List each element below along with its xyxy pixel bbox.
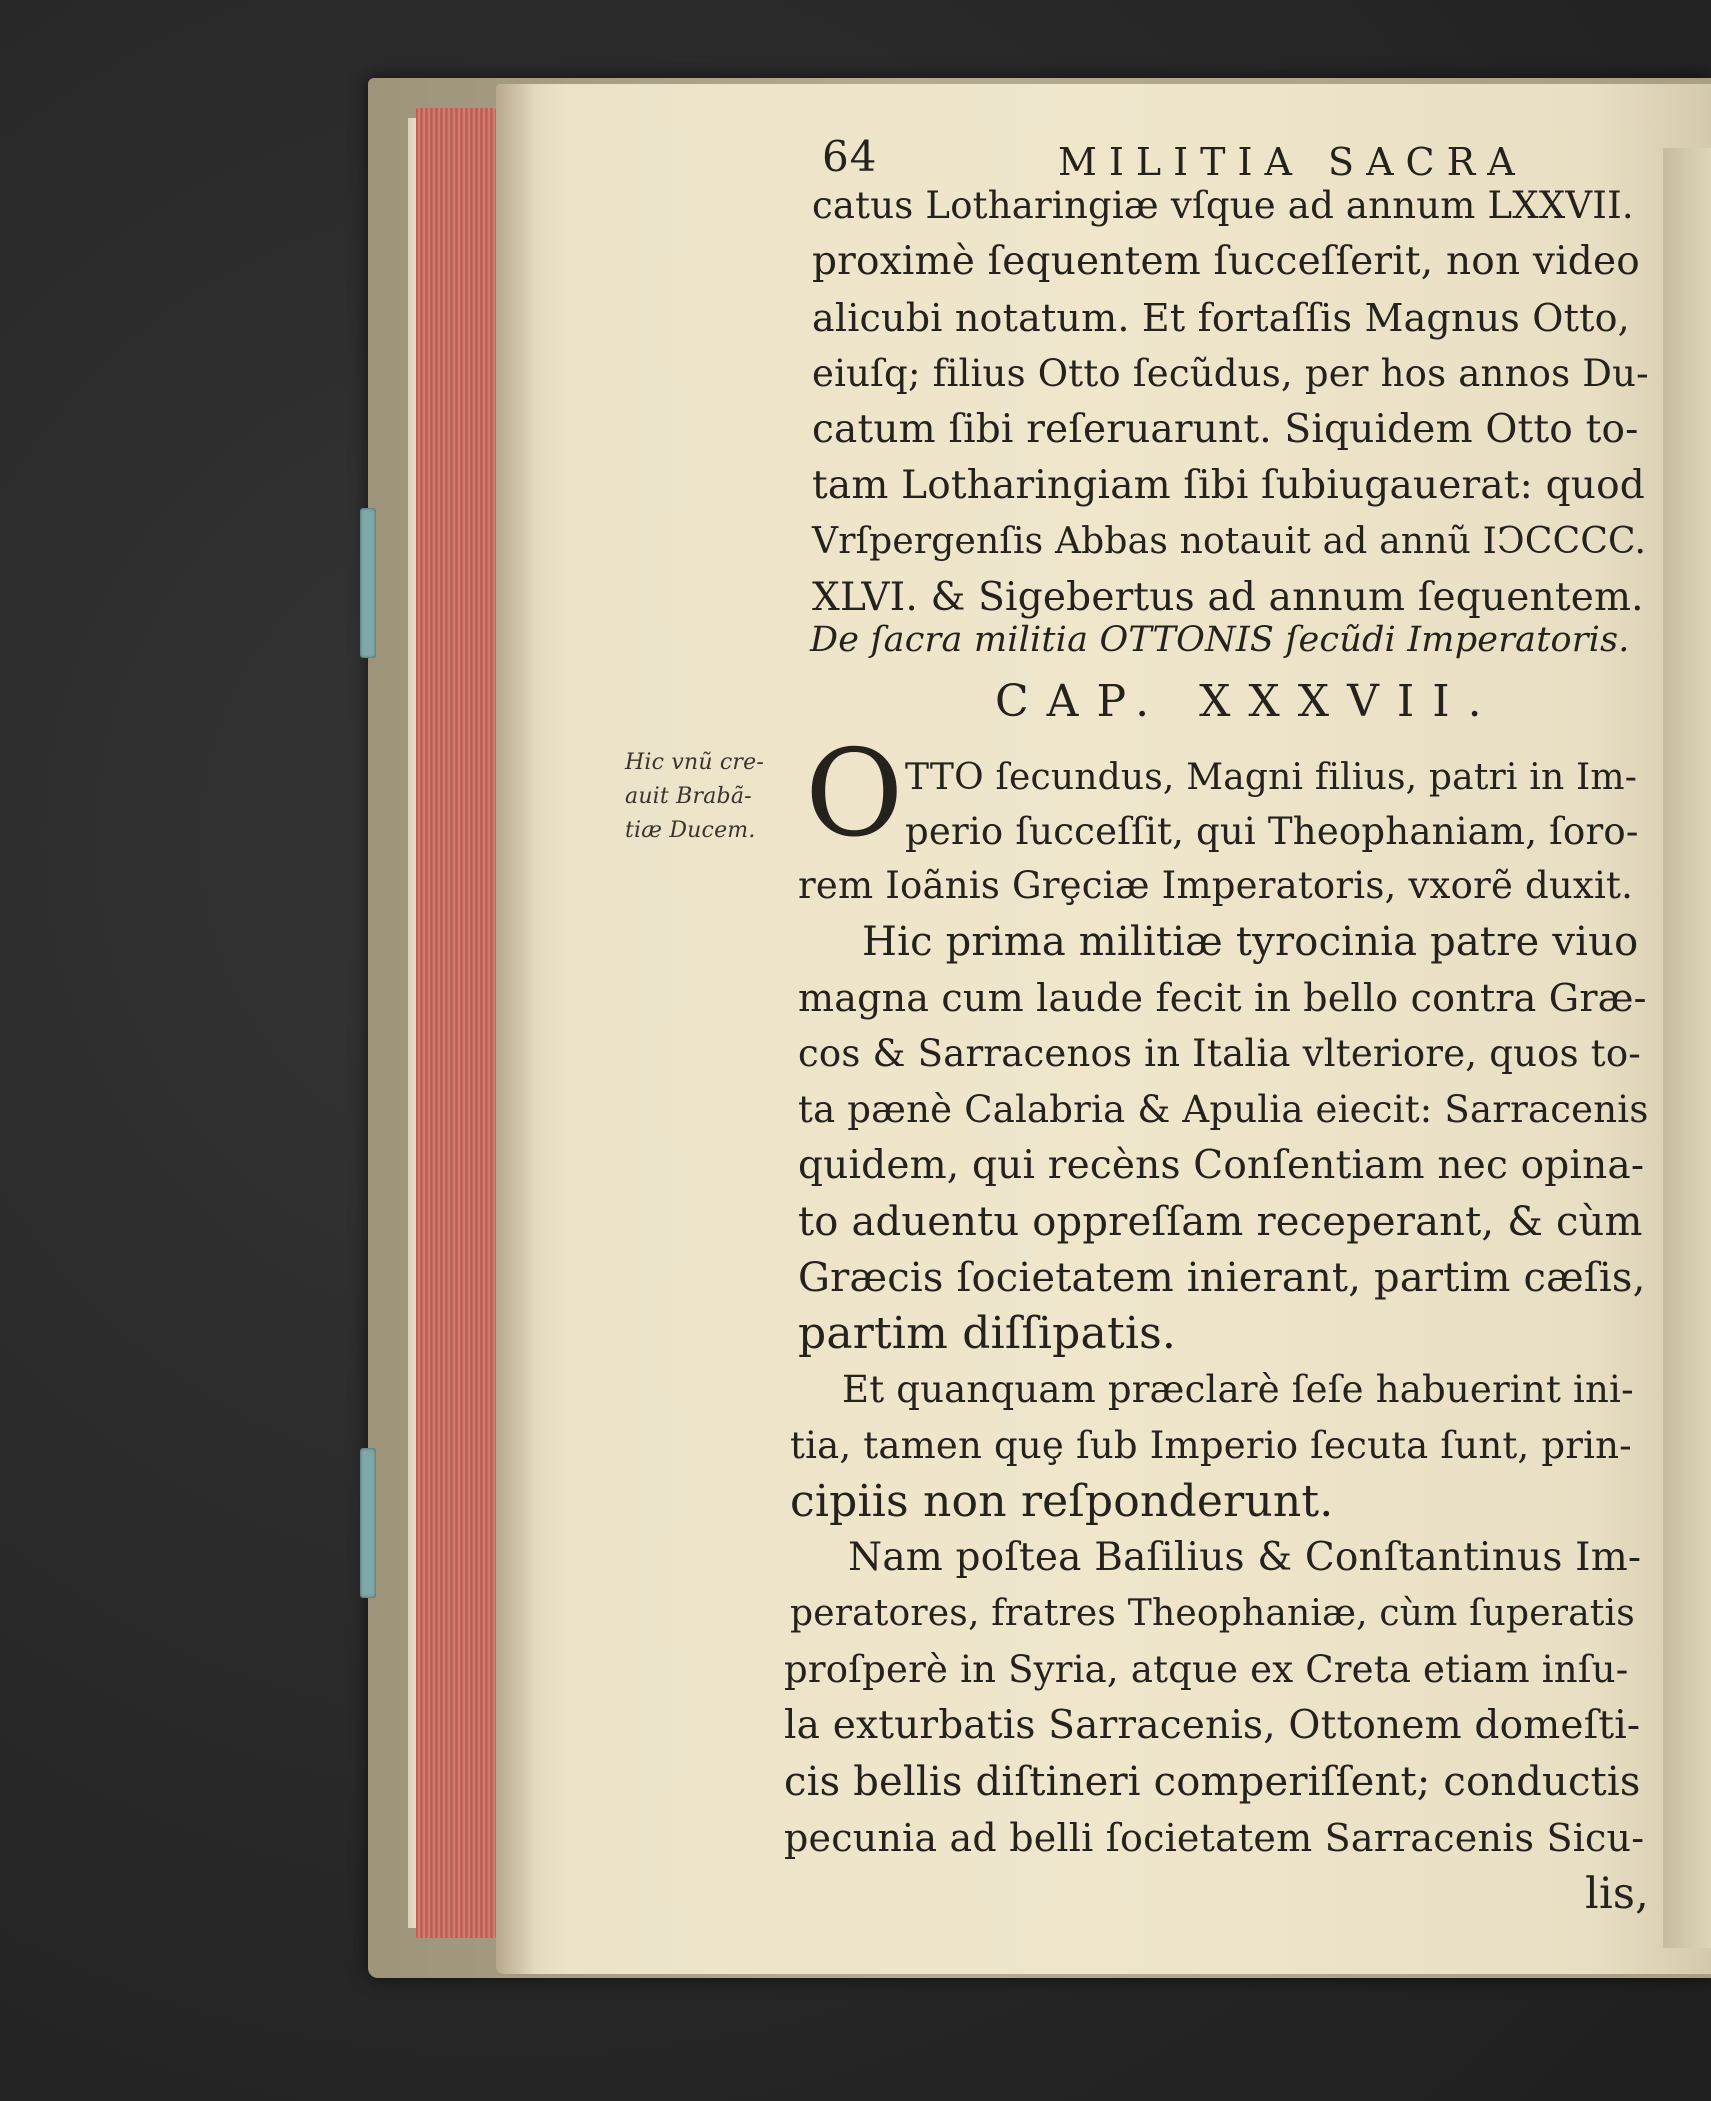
text-line: pecunia ad belli ſocietatem Sarracenis Sicu-: [784, 1816, 1645, 1860]
text-line: catum ſibi reſeruarunt. Siquidem Otto to-: [812, 407, 1639, 452]
text-line: to aduentu oppreſſam receperant, & cùm: [798, 1199, 1643, 1245]
text-line: rem Ioãnis Grȩciæ Imperatoris, vxorẽ duxit.: [798, 864, 1634, 907]
gutter-shadow: [496, 84, 536, 1974]
text-line: quidem, qui recèns Conſentiam nec opina-: [798, 1143, 1645, 1188]
text-line: partim diſſipatis.: [798, 1308, 1177, 1359]
text-line: tia, tamen quȩ ſub Imperio ſecuta ſunt, prin-: [790, 1424, 1632, 1467]
text-line: eiuſq; filius Otto ſecũdus, per hos annos Du-: [812, 352, 1649, 395]
text-line: proximè ſequentem ſucceſſerit, non video: [812, 239, 1640, 284]
text-line: TTO ſecundus, Magni filius, patri in Im-: [905, 757, 1638, 798]
chapter-number: CAP. XXXVII.: [995, 676, 1500, 727]
text-line: lis,: [1585, 1869, 1650, 1919]
text-line: ta pænè Calabria & Apulia eiecit: Sarracenis: [798, 1088, 1649, 1131]
margin-note-line: auit Brabã-: [625, 784, 752, 809]
text-line: alicubi notatum. Et fortaſſis Magnus Otto,: [812, 296, 1630, 340]
margin-note-line: tiæ Ducem.: [625, 818, 756, 843]
text-line: perio ſucceſſit, qui Theophaniam, ſoro-: [905, 810, 1639, 853]
page-number: 64: [822, 132, 878, 181]
clasp-tie: [360, 1448, 376, 1598]
text-line: peratores, fratres Theophaniæ, cùm ſuperatis: [790, 1593, 1635, 1634]
text-line: cipiis non reſponderunt.: [790, 1476, 1334, 1527]
text-line: cos & Sarracenos in Italia vlteriore, quos to-: [798, 1032, 1642, 1075]
text-line: Et quanquam præclarè ſeſe habuerint ini-: [842, 1368, 1634, 1411]
chapter-title: De ſacra militia OTTONIS ſecũdi Imperatoris.: [810, 620, 1630, 660]
text-line: catus Lotharingiæ vſque ad annum LXXVII.: [812, 184, 1634, 227]
next-page-edge: [1663, 148, 1711, 1948]
text-line: Hic prima militiæ tyrocinia patre viuo: [862, 919, 1639, 965]
text-line: la exturbatis Sarracenis, Ottonem domeſti-: [784, 1703, 1641, 1748]
margin-note-line: Hic vnũ cre-: [625, 750, 764, 775]
text-line: XLVI. & Sigebertus ad annum ſequentem.: [812, 575, 1644, 620]
clasp-tie: [360, 508, 376, 658]
text-line: magna cum laude fecit in bello contra Græ-: [798, 976, 1647, 1020]
text-line: tam Lotharingiam ſibi ſubiugauerat: quod: [812, 463, 1645, 508]
text-line: Græcis ſocietatem inierant, partim cæſis,: [798, 1255, 1646, 1301]
text-line: Vrſpergenſis Abbas notauit ad annũ IↃCCCC.: [812, 521, 1647, 562]
text-line: Nam poſtea Baſilius & Conſtantinus Im-: [848, 1535, 1642, 1580]
text-line: cis bellis diſtineri comperiſſent; conductis: [784, 1759, 1641, 1805]
running-title: MILITIA SACRA: [1058, 140, 1527, 184]
text-line: proſperè in Syria, atque ex Creta etiam inſu-: [784, 1648, 1629, 1691]
drop-cap: O: [805, 725, 904, 864]
red-page-edges: [416, 108, 496, 1938]
